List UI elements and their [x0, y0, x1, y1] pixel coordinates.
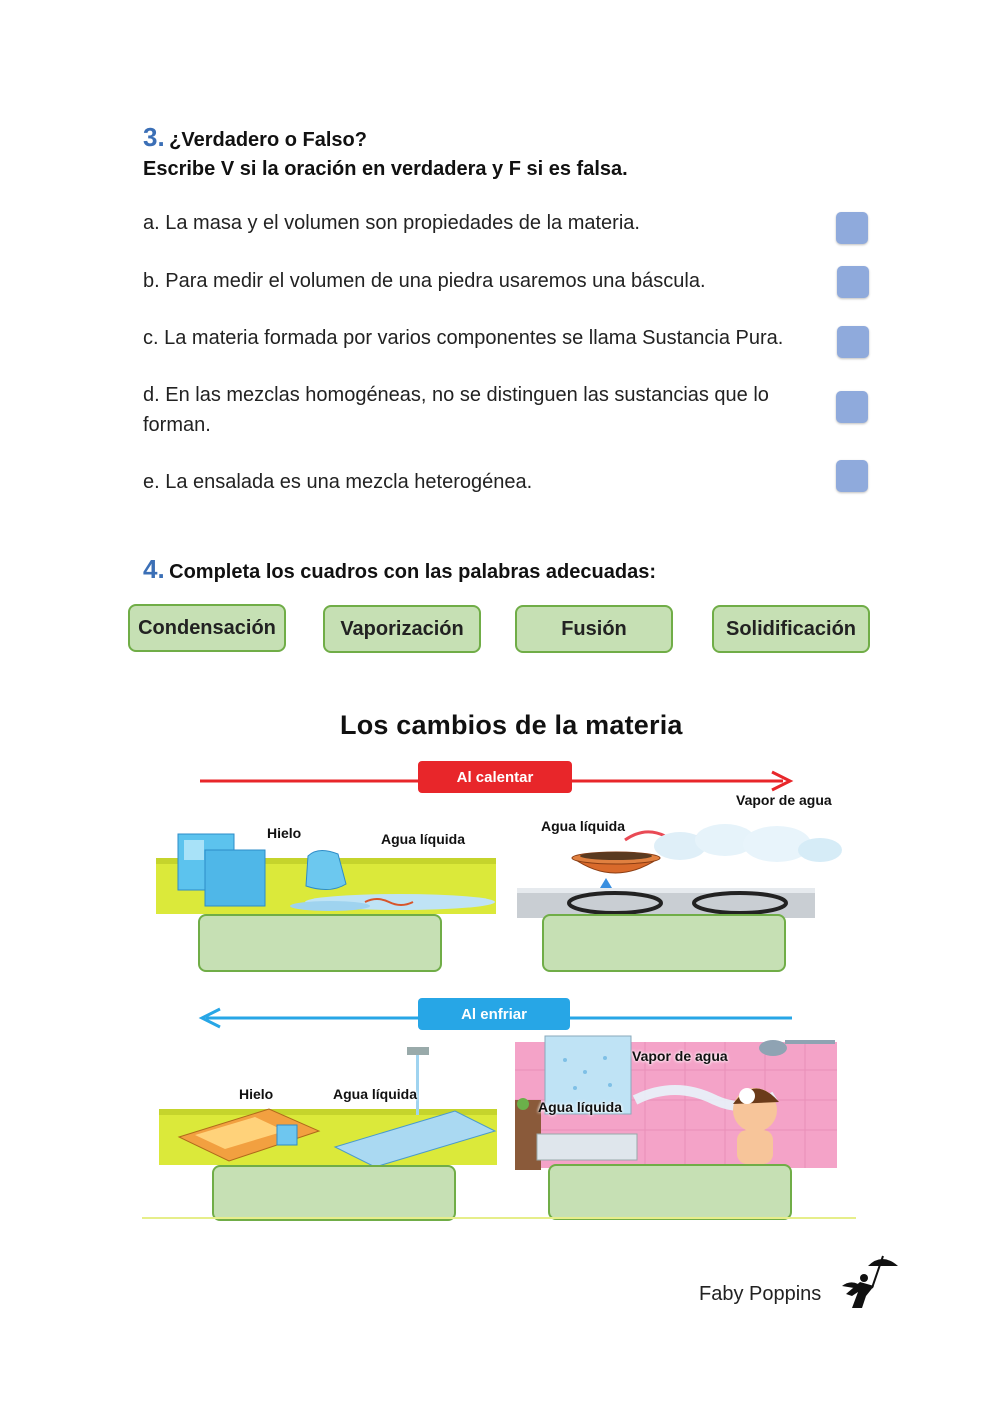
panel2-label-agua: Agua líquida: [541, 818, 625, 834]
drop-box-panel4[interactable]: [548, 1164, 792, 1220]
answer-box-a[interactable]: [836, 212, 868, 244]
answer-box-e[interactable]: [836, 460, 868, 492]
panel3-label-hielo: Hielo: [239, 1086, 274, 1102]
question-number: 3.: [143, 122, 165, 152]
word-chip-condensacion[interactable]: Condensación: [128, 604, 286, 652]
section-4-heading: [143, 554, 656, 585]
panel3-label-agua: Agua líquida: [333, 1086, 417, 1102]
panel1-label-agua: Agua líquida: [381, 831, 465, 847]
answer-box-d[interactable]: [836, 391, 868, 423]
panel4-label-agua: Agua líquida: [538, 1099, 622, 1115]
statement-a: a. La masa y el volumen son propiedades de la materia.: [143, 212, 640, 234]
footer-author: Faby Poppins: [699, 1283, 822, 1305]
panel1-label-hielo: Hielo: [267, 825, 302, 841]
panel2-label-vapor: Vapor de agua: [736, 792, 832, 808]
statement-b: b. Para medir el volumen de una piedra usaremos una báscula.: [143, 270, 706, 292]
freezing-illustration: [155, 1045, 500, 1170]
word-chip-solidificacion[interactable]: Solidificación: [712, 605, 870, 653]
diagram-title: Los cambios de la materia: [340, 710, 683, 740]
drop-box-panel3[interactable]: [212, 1165, 456, 1221]
drop-box-panel2[interactable]: [542, 914, 786, 972]
answer-box-c[interactable]: [837, 326, 869, 358]
answer-box-b[interactable]: [837, 266, 869, 298]
umbrella-silhouette-icon: [838, 1254, 900, 1312]
word-chip-vaporizacion[interactable]: Vaporización: [323, 605, 481, 653]
heat-label: Al calentar: [418, 761, 572, 793]
section-3-heading: [143, 122, 367, 153]
question-instruction: Escribe V si la oración en verdadera y F si es falsa.: [143, 158, 628, 180]
drop-box-panel1[interactable]: [198, 914, 442, 972]
question-title: Completa los cuadros con las palabras adecuadas:: [169, 561, 656, 583]
statement-e: e. La ensalada es una mezcla heterogénea.: [143, 471, 533, 493]
panel4-label-vapor: Vapor de agua: [632, 1048, 728, 1064]
diagram-baseline: [142, 1217, 856, 1219]
statement-c: c. La materia formada por varios componentes se llama Sustancia Pura.: [143, 327, 784, 349]
question-title: ¿Verdadero o Falso?: [169, 129, 367, 151]
cool-label: Al enfriar: [418, 998, 570, 1030]
word-chip-fusion[interactable]: Fusión: [515, 605, 673, 653]
question-number: 4.: [143, 554, 165, 584]
statement-d: d. En las mezclas homogéneas, no se distinguen las sustancias que lo forman.: [143, 384, 769, 436]
